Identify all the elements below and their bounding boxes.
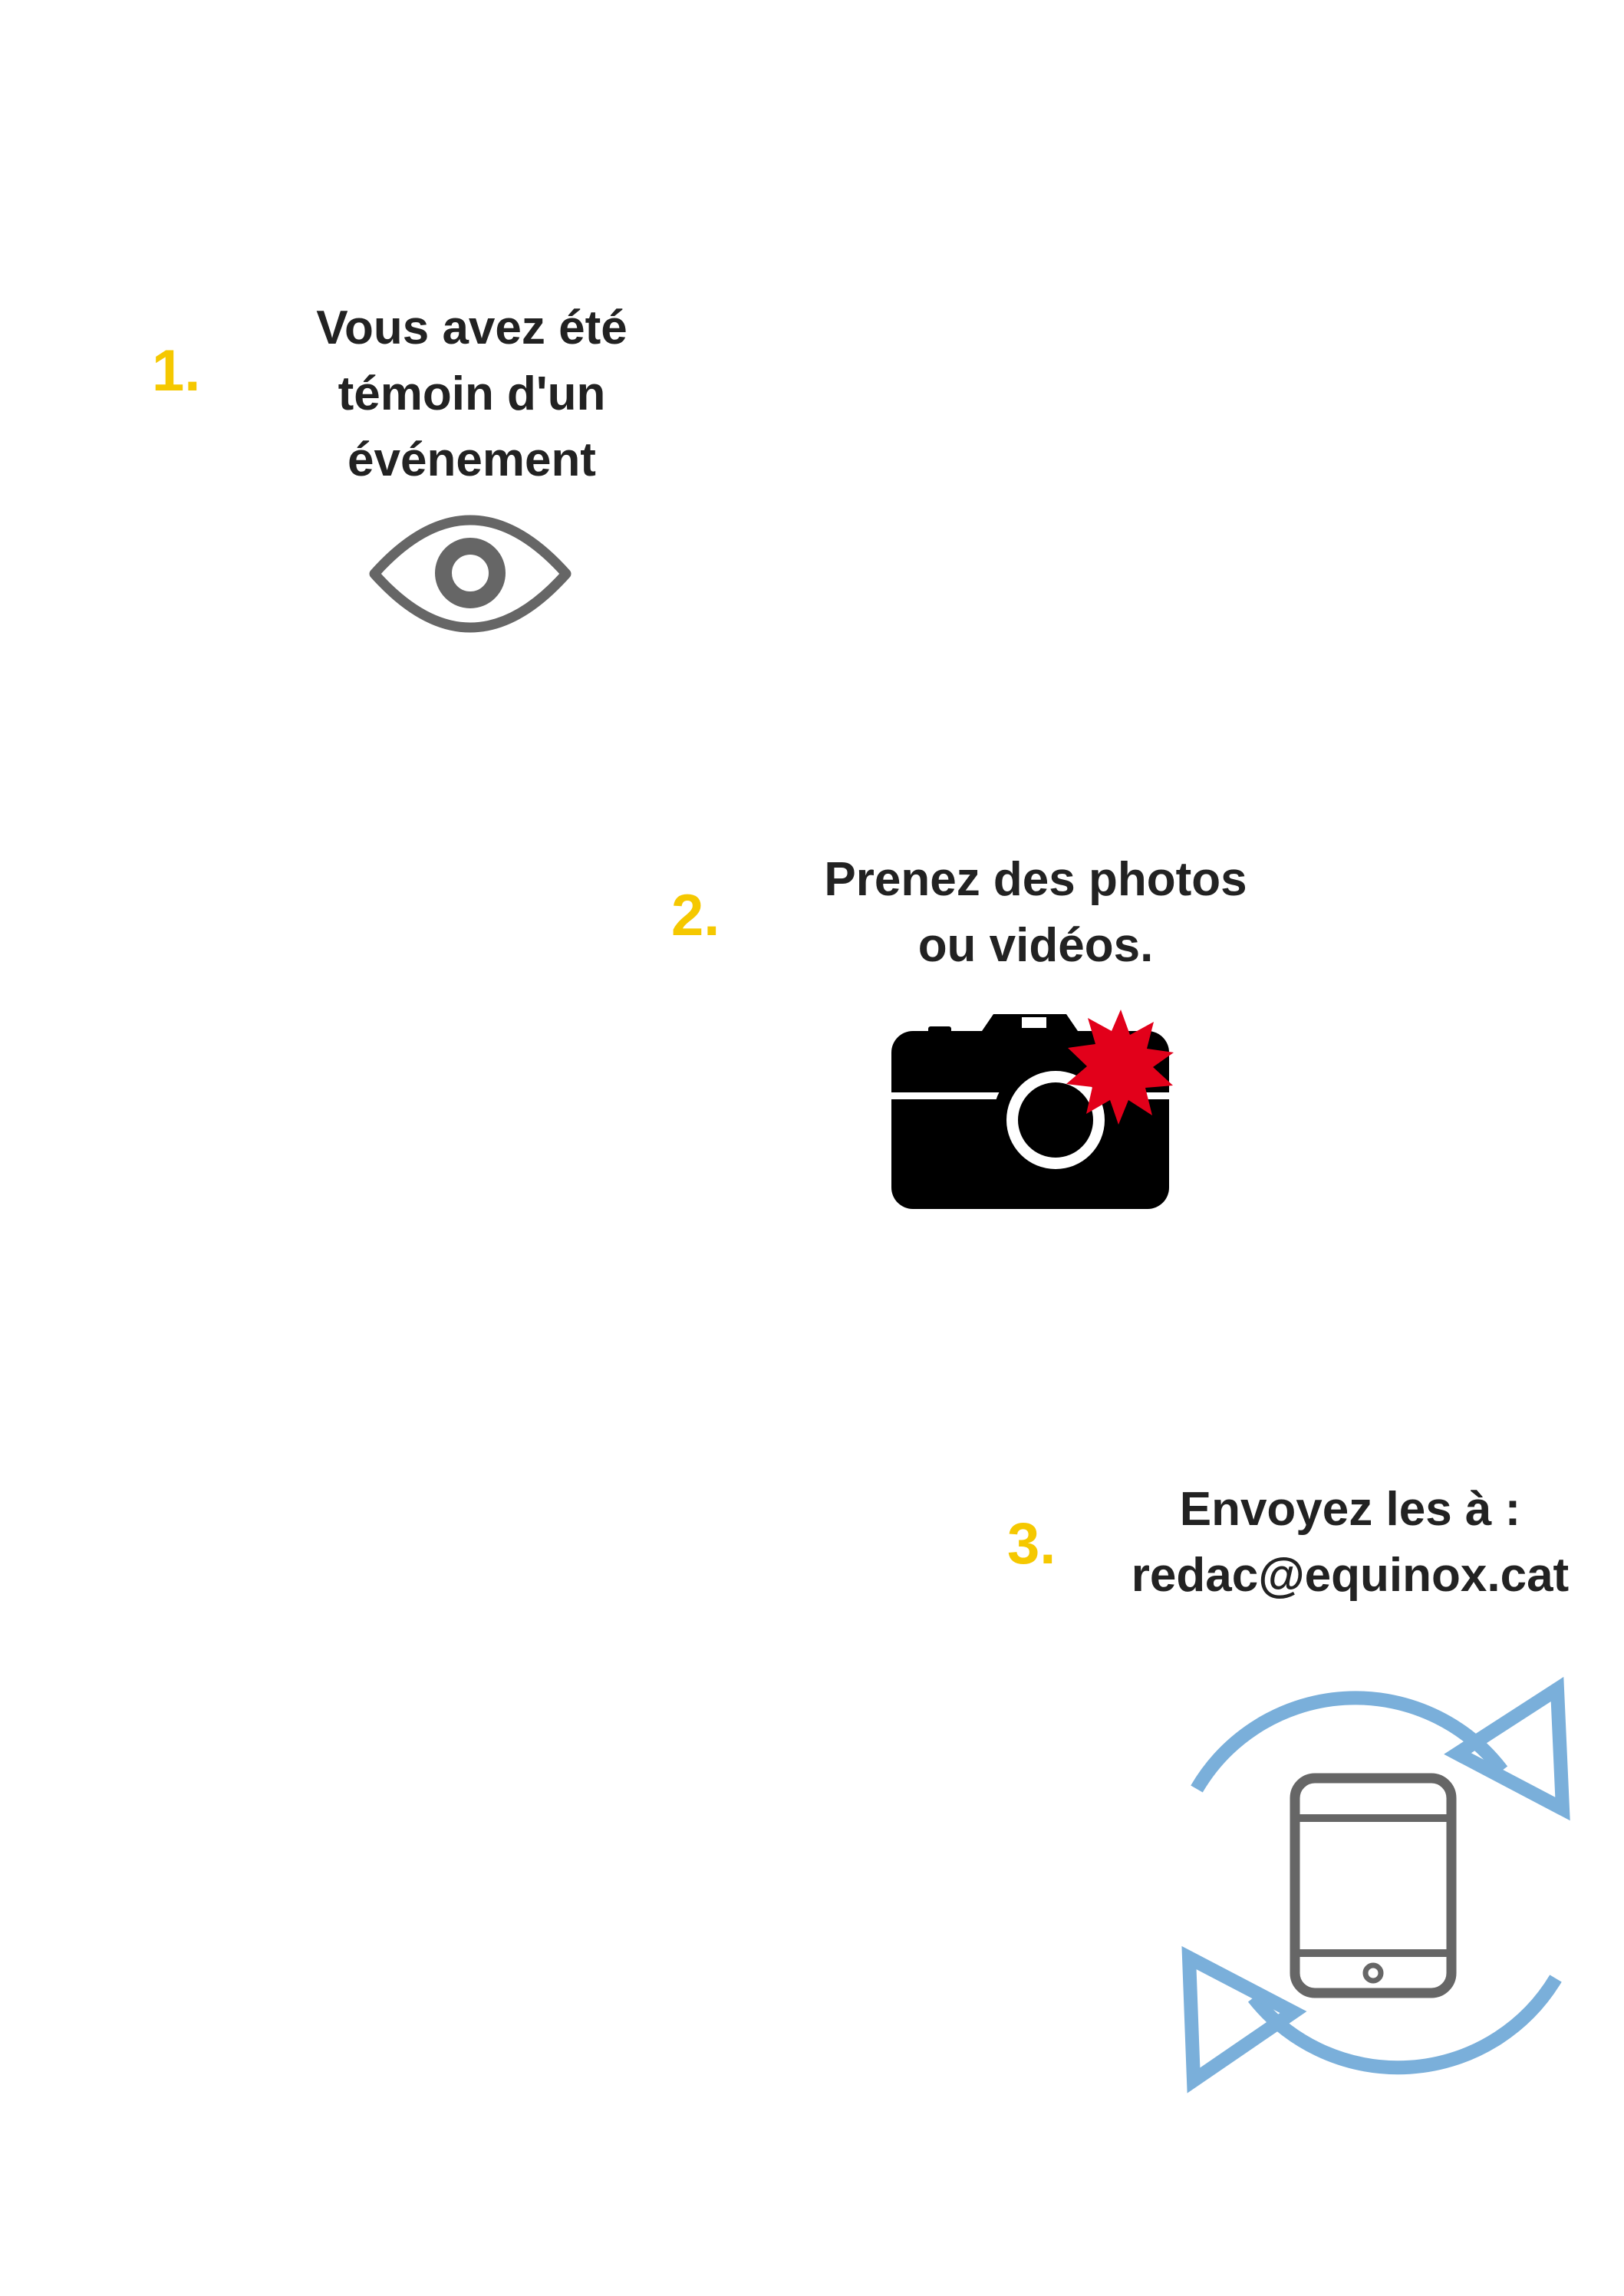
eye-icon [367, 512, 574, 635]
camera-flash-icon [890, 1005, 1197, 1220]
step-1-line-2: témoin d'un [338, 367, 606, 420]
sync-arrowhead-bottom [1189, 1958, 1293, 2080]
phone-sync-icon [1174, 1665, 1573, 2102]
step-1-line-3: événement [348, 433, 596, 486]
step-2-number: 2. [671, 883, 720, 948]
step-1-line-1: Vous avez été [316, 301, 628, 354]
step-1-number: 1. [152, 338, 201, 404]
step-2-text [790, 847, 1281, 979]
step-3-line-1: Envoyez les à : [1179, 1483, 1521, 1536]
step-2-line-2: ou vidéos. [917, 919, 1154, 972]
step-1-text [238, 295, 706, 493]
sync-arrowhead-top [1458, 1689, 1563, 1809]
step-3-number: 3. [1007, 1511, 1056, 1576]
step-2-line-1: Prenez des photos [824, 853, 1247, 906]
step-3-text [1089, 1477, 1611, 1609]
step-3-line-2: redac@equinox.cat [1131, 1549, 1570, 1602]
smartphone-icon [1295, 1778, 1451, 1993]
